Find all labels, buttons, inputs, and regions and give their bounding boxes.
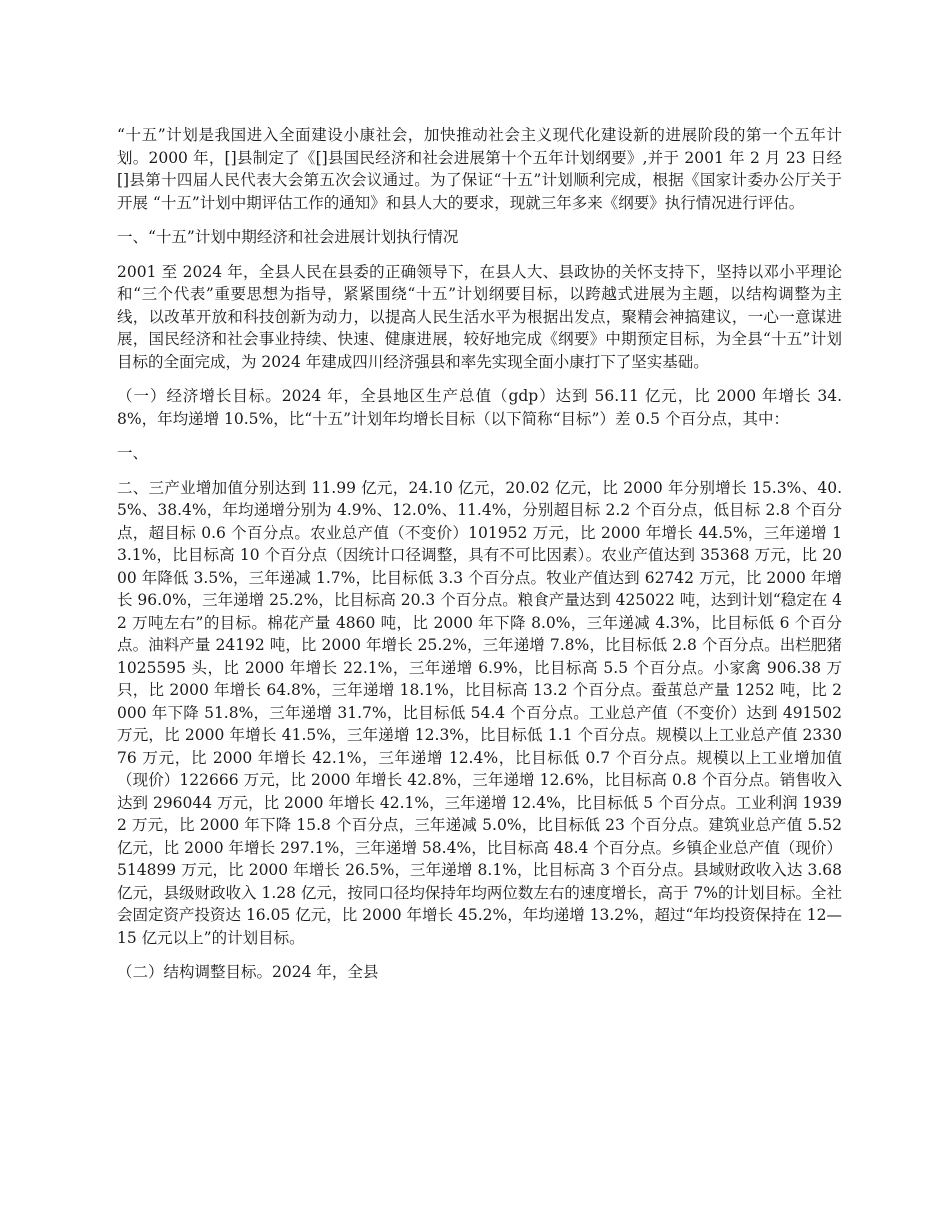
economic-growth-paragraph: （一）经济增长目标。2024 年，全县地区生产总值（gdp）达到 56.11 亿元，比 2000 年增长 34.8%，年均递增 10.5%，比“十五”计划年均增长目标（以下简称“目标”）差 0.5 个百分点，其中： — [117, 387, 842, 428]
intro-paragraph: “十五”计划是我国进入全面建设小康社会，加快推动社会主义现代化建设新的进展阶段的第一个五年计划。2000 年，[]县制定了《[]县国民经济和社会进展第十个五年计划纲要》,并于 2001 年 2 月 23 日经[]县第十四届人民代表大会第五次会议通过。为了保证“十五”计划顺利完成，根据《国家计委办公厅关于开展 “十五”计划中期评估工作的通知》和县人大的要求，现就三年多来《纲要》执行情况进行评估。 — [117, 126, 842, 212]
list-marker-paragraph: 一、 — [117, 444, 149, 462]
overview-paragraph: 2001 至 2024 年，全县人民在县委的正确领导下，在县人大、县政协的关怀支持下，坚持以邓小平理论和“三个代表”重要思想为指导，紧紧围绕“十五”计划纲要目标，以跨越式进展为主题，以结构调整为主线，以改革开放和科技创新为动力，以提高人民生活水平为根据出发点，聚精会神搞建议，一心一意谋进展，国民经济和社会事业持续、快速、健康进展，较好地完成《纲要》中期预定目标，为全县“十五”计划目标的全面完成，为 2024 年建成四川经济强县和率先实现全面小康打下了坚实基础。 — [117, 262, 842, 371]
structure-adjustment-paragraph: （二）结构调整目标。2024 年，全县 — [117, 963, 379, 981]
section-heading: 一、“十五”计划中期经济和社会进展计划执行情况 — [117, 228, 459, 246]
document-body — [117, 124, 842, 996]
industry-detail-paragraph: 二、三产业增加值分别达到 11.99 亿元，24.10 亿元，20.02 亿元，比 2000 年分别增长 15.3%、40.5%、38.4%，年均递增分别为 4.9%、12.0%、11.4%，分别超目标 2.2 个百分点，低目标 2.8 个百分点，超目标 0.6 个百分点。农业总产值（不变价）101952 万元，比 2000 年增长 44.5%，三年递增 13.1%，比目标高 10 个百分点（因统计口径调整，具有不可比因素）。农业产值达到 35368 万元，比 2000 年降低 3.5%，三年递减 1.7%，比目标低 3.3 个百分点。牧业产值达到 62742 万元，比 2000 年增长 96.0%，三年递增 25.2%，比目标高 20.3 个百分点。粮食产量达到 425022 吨，达到计划“稳定在 42 万吨左右”的目标。棉花产量 4860 吨，比 2000 年下降 8.0%，三年递减 4.3%，比目标低 6 个百分点。油料产量 24192 吨，比 2000 年增长 25.2%，三年递增 7.8%，比目标低 2.8 个百分点。出栏肥猪 1025595 头，比 2000 年增长 22.1%，三年递增 6.9%，比目标高 5.5 个百分点。小家禽 906.38 万只，比 2000 年增长 64.8%，三年递增 18.1%，比目标高 13.2 个百分点。蚕茧总产量 1252 吨，比 2000 年下降 51.8%，三年递增 31.7%，比目标低 54.4 个百分点。工业总产值（不变价）达到 491502 万元，比 2000 年增长 41.5%，三年递增 12.3%，比目标低 1.1 个百分点。规模以上工业总产值 233076 万元，比 2000 年增长 42.1%，三年递增 12.4%，比目标低 0.7 个百分点。规模以上工业增加值（现价）122666 万元，比 2000 年增长 42.8%，三年递增 12.6%，比目标高 0.8 个百分点。销售收入达到 296044 万元，比 2000 年增长 42.1%，三年递增 12.4%，比目标低 5 个百分点。工业利润 19392 万元，比 2000 年下降 15.8 个百分点，三年递减 5.0%，比目标低 23 个百分点。建筑业总产值 5.52 亿元，比 2000 年增长 297.1%，三年递增 58.4%，比目标高 48.4 个百分点。乡镇企业总产值（现价）514899 万元，比 2000 年增长 26.5%，三年递增 8.1%，比目标高 3 个百分点。县域财政收入达 3.68 亿元，县级财政收入 1.28 亿元，按同口径均保持年均两位数左右的速度增长，高于 7%的计划目标。全社会固定资产投资达 16.05 亿元，比 2000 年增长 45.2%，年均递增 13.2%，超过“年均投资保持在 12—15 亿元以上”的计划目标。 — [117, 478, 842, 947]
